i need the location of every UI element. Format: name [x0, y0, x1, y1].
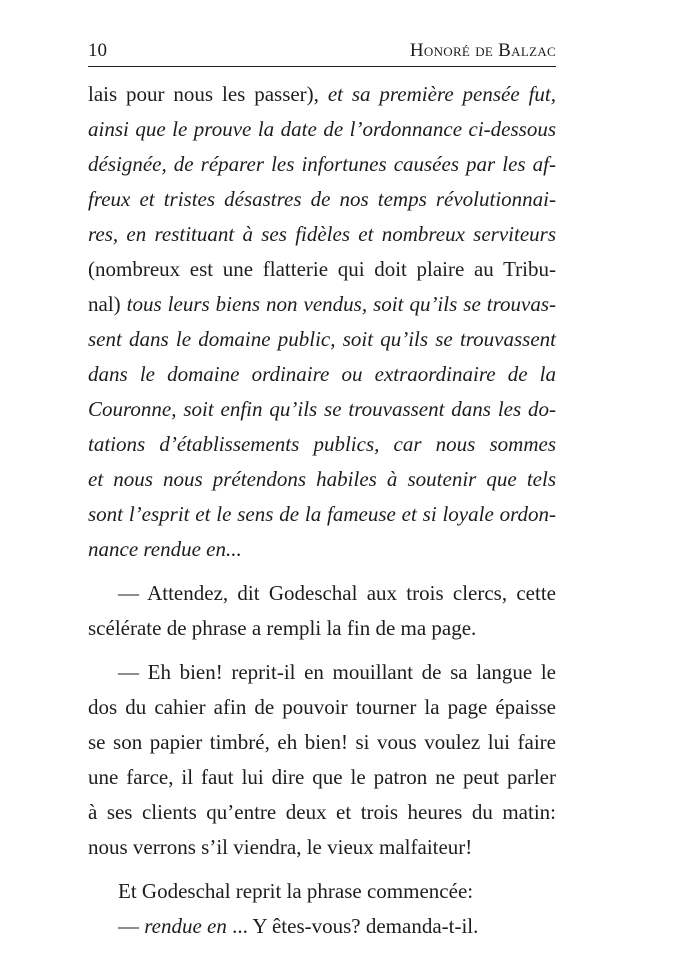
text-line: à ses clients qu’entre deux et trois heures du matin:	[88, 800, 556, 824]
paragraph	[88, 874, 556, 909]
text-line: — Eh bien! reprit-il en mouillant de sa langue le	[118, 660, 556, 684]
text-line: et nous nous prétendons habiles à soutenir que tels	[88, 467, 556, 491]
text-line: nance rendue en...	[88, 537, 242, 561]
text-line: (nombreux est une flatterie qui doit plaire au Tribu-	[88, 257, 556, 281]
text-line: nous verrons s’il viendra, le vieux malfaiteur!	[88, 835, 473, 859]
running-header	[88, 38, 556, 67]
text-line: dans le domaine ordinaire ou extraordinaire de la	[88, 362, 556, 386]
paragraph	[88, 77, 556, 567]
text-line: nal) tous leurs biens non vendus, soit qu’ils se trouvas-	[88, 292, 556, 316]
page-number: 10	[88, 40, 107, 61]
text-line: sont l’esprit et le sens de la fameuse et si loyale ordon-	[88, 502, 556, 526]
text-line: Couronne, soit enfin qu’ils se trouvassent dans les do-	[88, 397, 556, 421]
text-line: res, en restituant à ses fidèles et nombreux serviteurs	[88, 222, 556, 246]
text-line: tations d’établissements publics, car nous sommes	[88, 432, 556, 456]
text-line: scélérate de phrase a rempli la fin de ma page.	[88, 616, 477, 640]
paragraph	[88, 909, 556, 944]
text-line: désignée, de réparer les infortunes causées par les af-	[88, 152, 556, 176]
paragraph	[88, 576, 556, 646]
body-text	[88, 77, 556, 944]
text-line: sent dans le domaine public, soit qu’ils se trouvassent	[88, 327, 556, 351]
text-line: se son papier timbré, eh bien! si vous voulez lui faire	[88, 730, 556, 754]
text-line: freux et tristes désastres de nos temps révolutionnai-	[88, 187, 556, 211]
text-line: dos du cahier afin de pouvoir tourner la page épaisse	[88, 695, 556, 719]
text-line: Et Godeschal reprit la phrase commencée:	[118, 879, 474, 903]
text-line: une farce, il faut lui dire que le patron ne peut parler	[88, 765, 556, 789]
text-line: — rendue en ... Y êtes-vous? demanda-t-il.	[118, 914, 479, 938]
text-line: — Attendez, dit Godeschal aux trois clercs, cette	[118, 581, 556, 605]
text-line: lais pour nous les passer), et sa première pensée fut,	[88, 82, 556, 106]
running-head-author: Honoré de Balzac	[409, 40, 556, 61]
text-line: ainsi que le prouve la date de l’ordonnance ci-dessous	[88, 117, 556, 141]
paragraph	[88, 655, 556, 865]
